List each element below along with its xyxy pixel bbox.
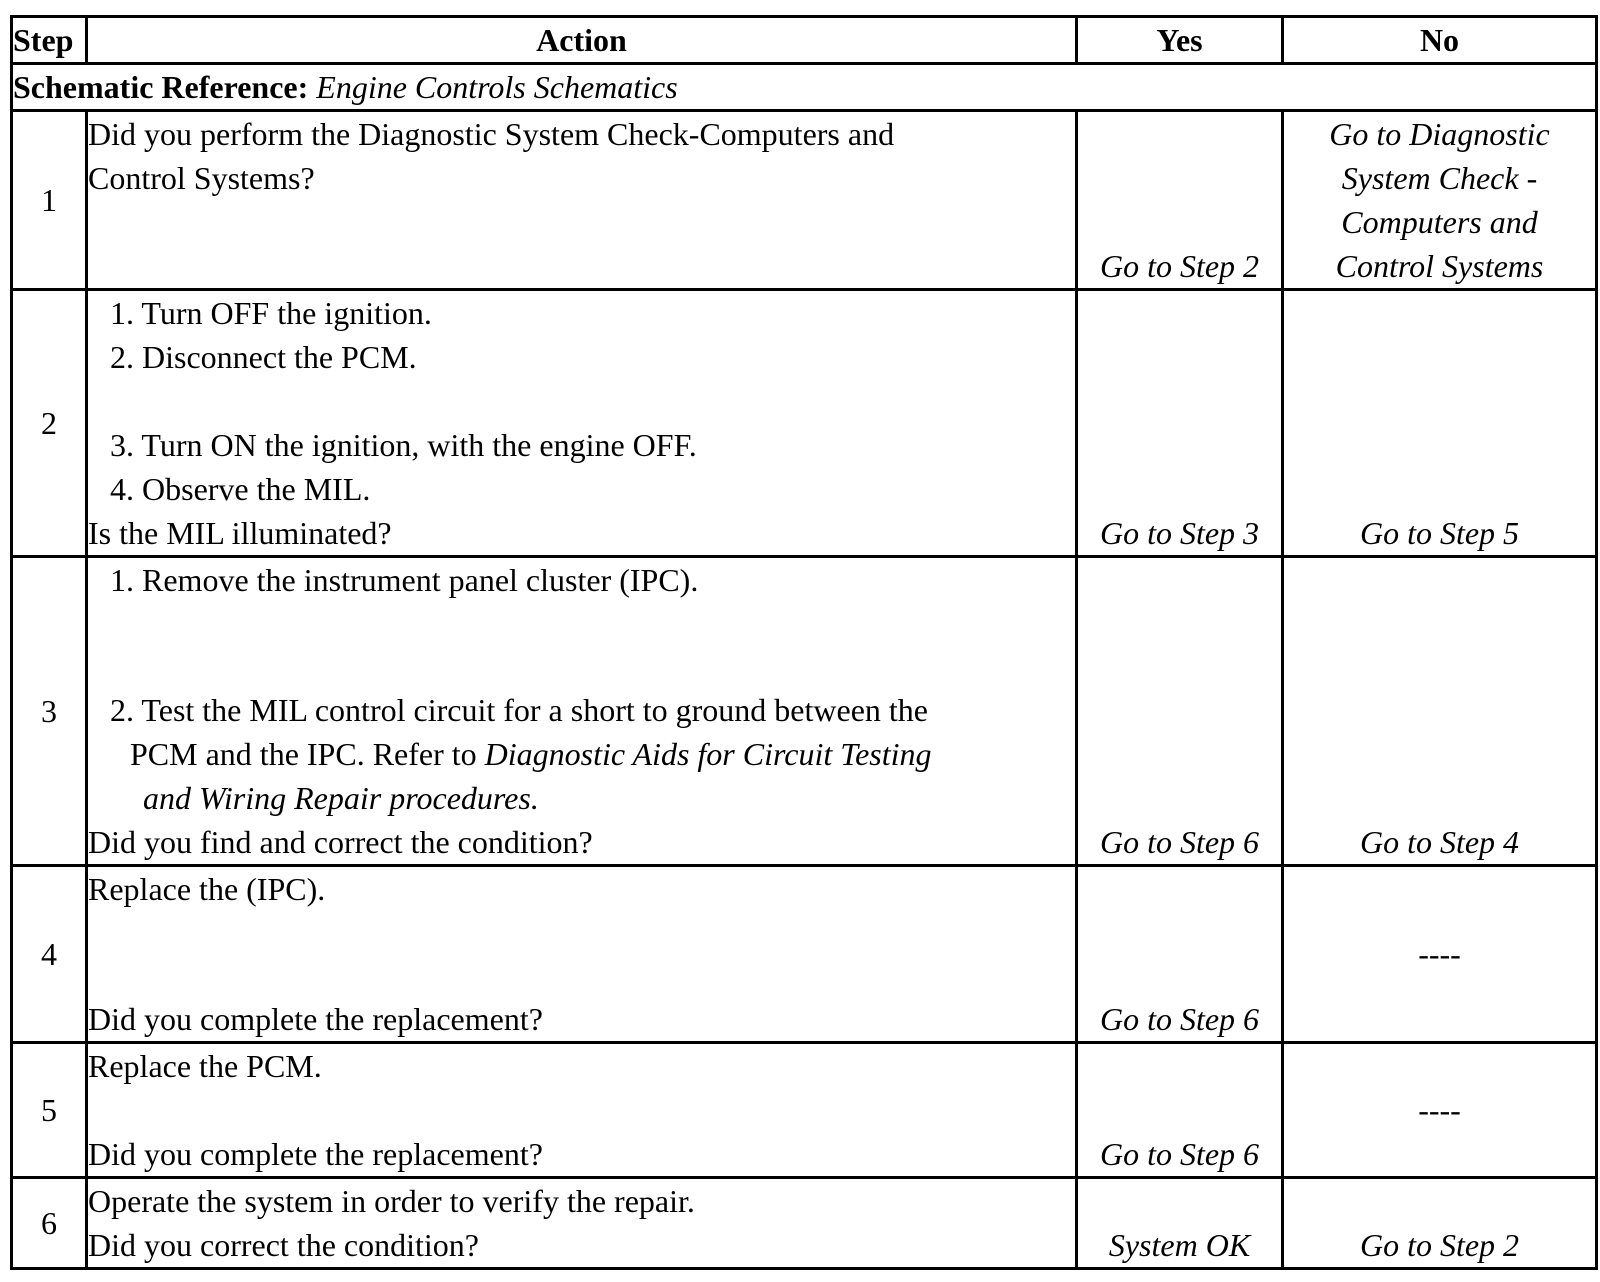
action-line: Did you perform the Diagnostic System Check-Computers and: [88, 116, 895, 152]
action-line: 1. Turn OFF the ignition.: [110, 295, 432, 331]
step-number: 3: [12, 557, 87, 866]
action-question: Did you complete the replacement?: [88, 1001, 543, 1037]
header-step: Step: [12, 17, 87, 64]
action-question: Did you find and correct the condition?: [88, 824, 593, 860]
action-line: Replace the (IPC).: [88, 871, 326, 907]
yes-cell: System OK: [1077, 1178, 1283, 1269]
header-action: Action: [87, 17, 1077, 64]
schematic-reference-row: [12, 64, 1597, 111]
action-cell: [87, 1043, 1077, 1178]
table-row: [12, 557, 1597, 866]
wiring-repair-link[interactable]: and Wiring Repair procedures.: [143, 780, 539, 816]
yes-cell[interactable]: Go to Step 3: [1077, 290, 1283, 557]
action-cell: [87, 290, 1077, 557]
action-question: Is the MIL illuminated?: [88, 515, 392, 551]
action-question: Did you complete the replacement?: [88, 1136, 543, 1172]
action-line: Control Systems?: [88, 160, 315, 196]
action-line: Operate the system in order to verify the repair.: [88, 1183, 695, 1219]
table-row: [12, 866, 1597, 1043]
no-line: Go to Diagnostic: [1329, 116, 1550, 152]
no-cell[interactable]: Go to Step 4: [1283, 557, 1597, 866]
action-line: PCM and the IPC. Refer to: [130, 736, 477, 772]
step-number: 6: [12, 1178, 87, 1269]
yes-cell[interactable]: Go to Step 6: [1077, 1043, 1283, 1178]
action-question: Did you correct the condition?: [88, 1227, 479, 1263]
table-row: [12, 1178, 1597, 1269]
no-cell[interactable]: Go to Step 5: [1283, 290, 1597, 557]
action-cell: [87, 866, 1077, 1043]
no-line: System Check -: [1341, 160, 1538, 196]
table-row: [12, 1043, 1597, 1178]
action-line: 2. Disconnect the PCM.: [110, 339, 417, 375]
action-line: Replace the PCM.: [88, 1048, 322, 1084]
circuit-testing-link[interactable]: Diagnostic Aids for Circuit Testing: [484, 736, 932, 772]
header-row: [12, 17, 1597, 64]
action-line: 3. Turn ON the ignition, with the engine OFF.: [110, 427, 697, 463]
no-line: Computers and: [1341, 204, 1538, 240]
action-line: 4. Observe the MIL.: [110, 471, 371, 507]
no-cell[interactable]: Go to Step 2: [1283, 1178, 1597, 1269]
step-number: 2: [12, 290, 87, 557]
table-row: [12, 111, 1597, 290]
no-line: Control Systems: [1335, 248, 1544, 284]
header-yes: Yes: [1077, 17, 1283, 64]
schematic-reference-label: Schematic Reference:: [13, 69, 309, 105]
no-cell: ----: [1283, 1043, 1597, 1178]
yes-cell[interactable]: Go to Step 6: [1077, 866, 1283, 1043]
action-cell: [87, 557, 1077, 866]
no-cell[interactable]: [1283, 111, 1597, 290]
no-cell: ----: [1283, 866, 1597, 1043]
action-cell: [87, 111, 1077, 290]
step-number: 4: [12, 866, 87, 1043]
diagnostic-table: [10, 15, 1598, 1270]
step-number: 5: [12, 1043, 87, 1178]
action-line: 1. Remove the instrument panel cluster (IPC).: [110, 562, 699, 598]
header-no: No: [1283, 17, 1597, 64]
step-number: 1: [12, 111, 87, 290]
yes-cell[interactable]: Go to Step 2: [1077, 111, 1283, 290]
action-line: 2. Test the MIL control circuit for a short to ground between the: [110, 692, 928, 728]
schematic-reference-link[interactable]: Engine Controls Schematics: [316, 69, 678, 105]
table-row: [12, 290, 1597, 557]
yes-cell[interactable]: Go to Step 6: [1077, 557, 1283, 866]
action-cell: [87, 1178, 1077, 1269]
